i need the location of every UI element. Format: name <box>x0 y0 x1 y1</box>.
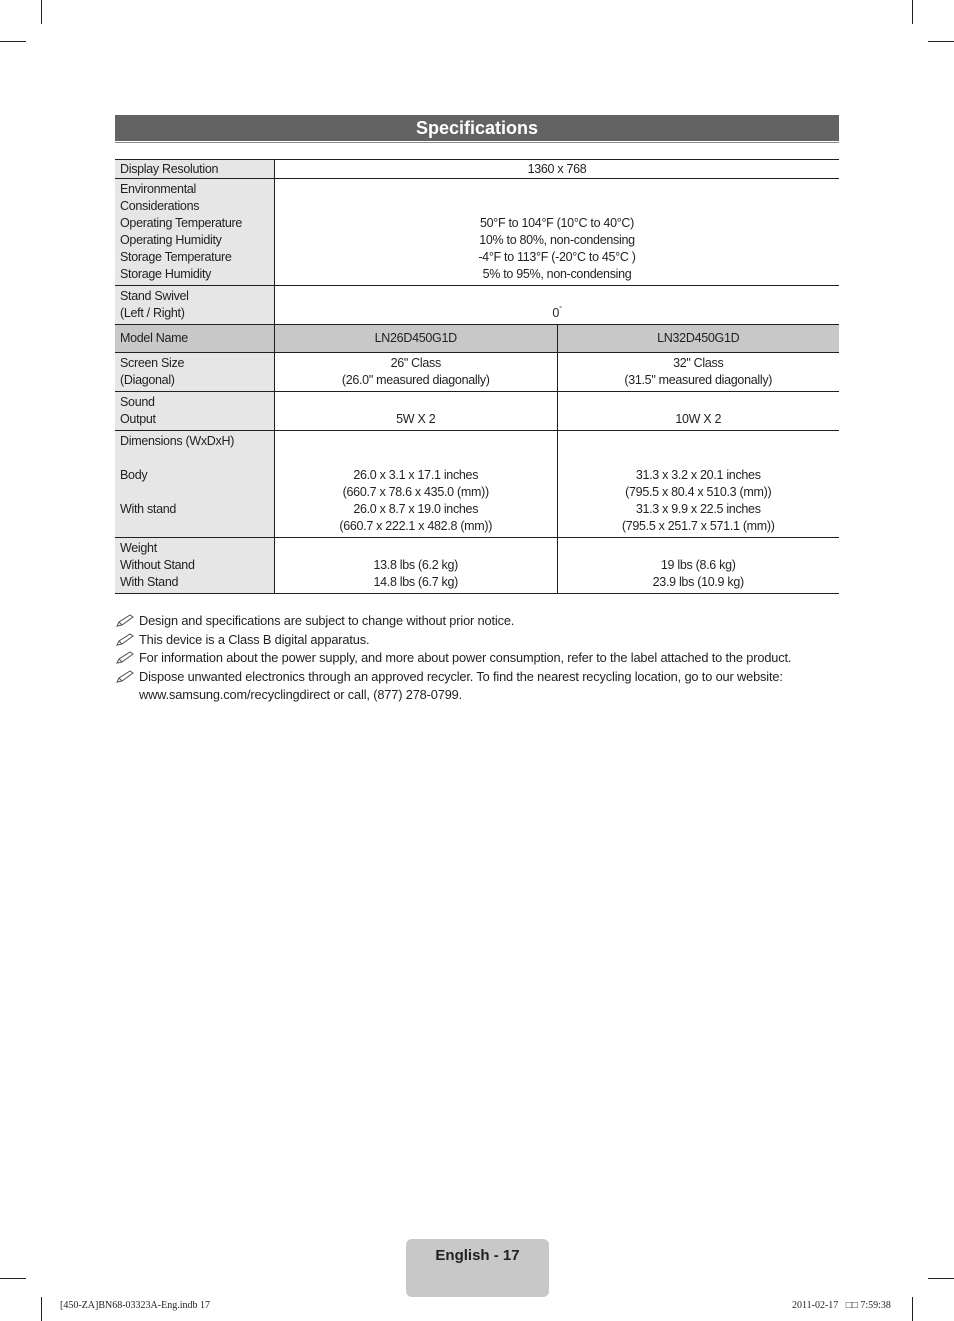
value-line: 31.3 x 9.9 x 22.5 inches <box>635 502 761 516</box>
spec-value-col-1 <box>275 431 557 537</box>
crop-mark <box>912 0 913 24</box>
model-name-value: LN26D450G1D <box>374 331 457 345</box>
crop-mark <box>0 41 26 42</box>
label-line: Operating Temperature <box>120 216 243 230</box>
value-line: 13.8 lbs (6.2 kg) <box>373 558 459 572</box>
pencil-icon <box>115 668 139 705</box>
spec-value <box>275 160 839 178</box>
specifications-table <box>115 159 839 594</box>
note-item <box>115 649 845 668</box>
label-line: Environmental <box>120 182 197 196</box>
label-line: Sound <box>120 395 155 409</box>
spec-value-col-2 <box>557 538 840 593</box>
spec-label <box>115 179 275 285</box>
value-line: (795.5 x 80.4 x 510.3 (mm)) <box>625 485 772 499</box>
display-resolution-value: 1360 x 768 <box>527 161 587 176</box>
page-title: Specifications <box>115 115 839 141</box>
crop-mark <box>912 1297 913 1321</box>
label-line: (Diagonal) <box>120 373 175 387</box>
crop-mark <box>41 0 42 24</box>
label-line: Storage Temperature <box>120 250 232 264</box>
label-line: With Stand <box>120 575 179 589</box>
pencil-icon <box>115 631 139 650</box>
value-line: 31.3 x 3.2 x 20.1 inches <box>635 468 761 482</box>
note-item <box>115 612 845 631</box>
spec-row-environmental <box>115 178 839 285</box>
value-line: (660.7 x 78.6 x 435.0 (mm)) <box>342 485 489 499</box>
model-name-value: LN32D450G1D <box>657 331 740 345</box>
model-col-1 <box>275 325 557 352</box>
value-line: 19 lbs (8.6 kg) <box>660 558 736 572</box>
spec-value-col-2 <box>557 353 840 391</box>
spec-label <box>115 431 275 537</box>
spec-value-col-2 <box>557 431 840 537</box>
crop-mark <box>0 1278 26 1279</box>
spec-row-dimensions <box>115 430 839 537</box>
timestamp-slug: 2011-02-17 □□ 7:59:38 <box>792 1300 891 1311</box>
spec-label <box>115 538 275 593</box>
spec-row-weight <box>115 537 839 594</box>
spec-value <box>275 286 839 324</box>
value-line: 10W X 2 <box>675 412 722 426</box>
value-line: 26.0 x 3.1 x 17.1 inches <box>353 468 479 482</box>
value-line: 10% to 80%, non-condensing <box>479 233 635 247</box>
spec-row-sound-output <box>115 391 839 430</box>
spec-label: Display Resolution <box>115 160 275 178</box>
note-item <box>115 631 845 650</box>
spec-value-col-1 <box>275 392 557 430</box>
crop-mark <box>41 1297 42 1321</box>
spec-label <box>115 286 275 324</box>
value-line: 32" Class <box>673 356 724 370</box>
recycling-link[interactable]: www.samsung.com/recyclingdirect or call, (877) 278-0799. <box>139 687 463 702</box>
pencil-icon <box>115 649 139 668</box>
spec-row-display-resolution <box>115 159 839 178</box>
label-spacer <box>120 518 269 535</box>
label-line: Output <box>120 412 156 426</box>
label-spacer <box>120 484 269 501</box>
spec-label <box>115 353 275 391</box>
value-line: 23.9 lbs (10.9 kg) <box>652 575 744 589</box>
spec-label <box>115 392 275 430</box>
value-line: 26" Class <box>390 356 441 370</box>
spec-row-stand-swivel <box>115 285 839 324</box>
note-text: This device is a Class B digital apparatus. <box>139 631 370 647</box>
note-text: Design and specifications are subject to change without prior notice. <box>139 613 515 628</box>
notes-list <box>115 612 845 705</box>
label-line: Stand Swivel <box>120 289 189 303</box>
value-line: (31.5" measured diagonally) <box>624 373 773 387</box>
label-line: With stand <box>120 502 177 516</box>
swivel-angle: 0 <box>552 306 560 320</box>
note-text <box>139 668 783 705</box>
label-line: Operating Humidity <box>120 233 222 247</box>
label-line: Without Stand <box>120 558 195 572</box>
degree-sign: ° <box>559 306 562 313</box>
label-line: Body <box>120 468 148 482</box>
label-line: (Left / Right) <box>120 306 185 320</box>
spec-value <box>275 179 839 285</box>
value-line: 5W X 2 <box>396 412 436 426</box>
note-item <box>115 668 845 705</box>
crop-mark <box>928 41 954 42</box>
label-line: Dimensions (WxDxH) <box>120 434 235 448</box>
spec-label: Model Name <box>115 325 275 352</box>
crop-mark <box>928 1278 954 1279</box>
value-line: 50°F to 104°F (10°C to 40°C) <box>479 216 635 230</box>
value-line: 14.8 lbs (6.7 kg) <box>373 575 459 589</box>
label-spacer <box>120 450 269 467</box>
label-line: Storage Humidity <box>120 267 212 281</box>
spec-row-screen-size <box>115 352 839 391</box>
file-slug: [450-ZA]BN68-03323A-Eng.indb 17 <box>60 1300 210 1311</box>
value-line: 5% to 95%, non-condensing <box>482 267 632 281</box>
label-line: Considerations <box>120 199 200 213</box>
value-line: 26.0 x 8.7 x 19.0 inches <box>353 502 479 516</box>
page-number-tab: English - 17 <box>406 1239 549 1297</box>
spec-row-model-name <box>115 324 839 352</box>
stand-swivel-value <box>275 301 839 322</box>
note-text: For information about the power supply, and more about power consumption, refer to the label attached to the product. <box>139 650 792 665</box>
value-line: (26.0" measured diagonally) <box>341 373 490 387</box>
label-line: Weight <box>120 541 157 555</box>
spec-value-col-1 <box>275 353 557 391</box>
spec-value-col-1 <box>275 538 557 593</box>
note-text-line: Dispose unwanted electronics through an approved recycler. To find the nearest recycling location, go to our website: <box>139 668 783 684</box>
value-line: (795.5 x 251.7 x 571.1 (mm)) <box>621 519 775 533</box>
pencil-icon <box>115 612 139 631</box>
model-col-2 <box>557 325 840 352</box>
value-line: -4°F to 113°F (-20°C to 45°C ) <box>478 250 636 264</box>
spec-value-col-2 <box>557 392 840 430</box>
label-line: Screen Size <box>120 356 185 370</box>
title-divider <box>115 142 839 143</box>
value-line: (660.7 x 222.1 x 482.8 (mm)) <box>339 519 493 533</box>
